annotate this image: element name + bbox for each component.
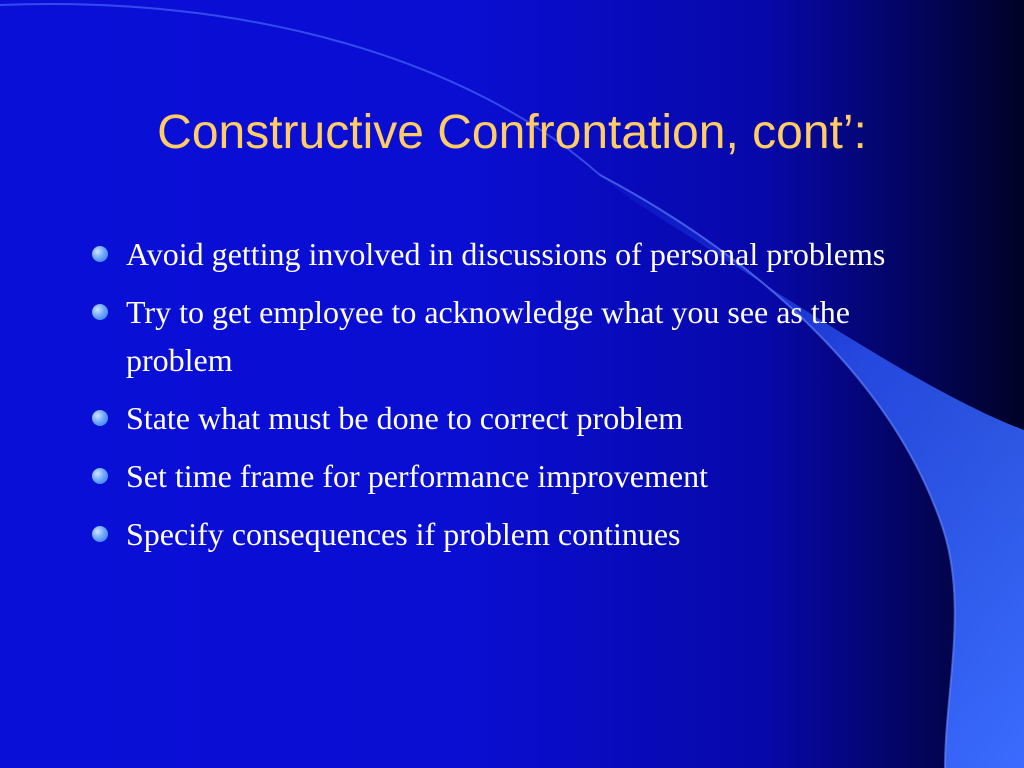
bullet-dot-icon	[92, 468, 108, 484]
bullet-dot-icon	[92, 246, 108, 262]
bullet-text: State what must be done to correct problem	[126, 400, 684, 436]
bullet-item	[90, 288, 940, 384]
bullet-dot-icon	[92, 526, 108, 542]
bullet-text: Set time frame for performance improvement	[126, 458, 708, 494]
bullet-item	[90, 452, 940, 500]
bullet-dot-icon	[92, 410, 108, 426]
bullet-item	[90, 510, 940, 558]
bullet-item	[90, 230, 940, 278]
bullet-dot-icon	[92, 304, 108, 320]
bullet-text: Specify consequences if problem continues	[126, 516, 681, 552]
slide-title: Constructive Confrontation, cont’:	[157, 106, 867, 159]
bullet-item	[90, 394, 940, 442]
bullet-text: Avoid getting involved in discussions of personal problems	[126, 236, 886, 272]
bullet-list	[90, 230, 940, 568]
bullet-text: Try to get employee to acknowledge what you see as the problem	[126, 294, 850, 378]
